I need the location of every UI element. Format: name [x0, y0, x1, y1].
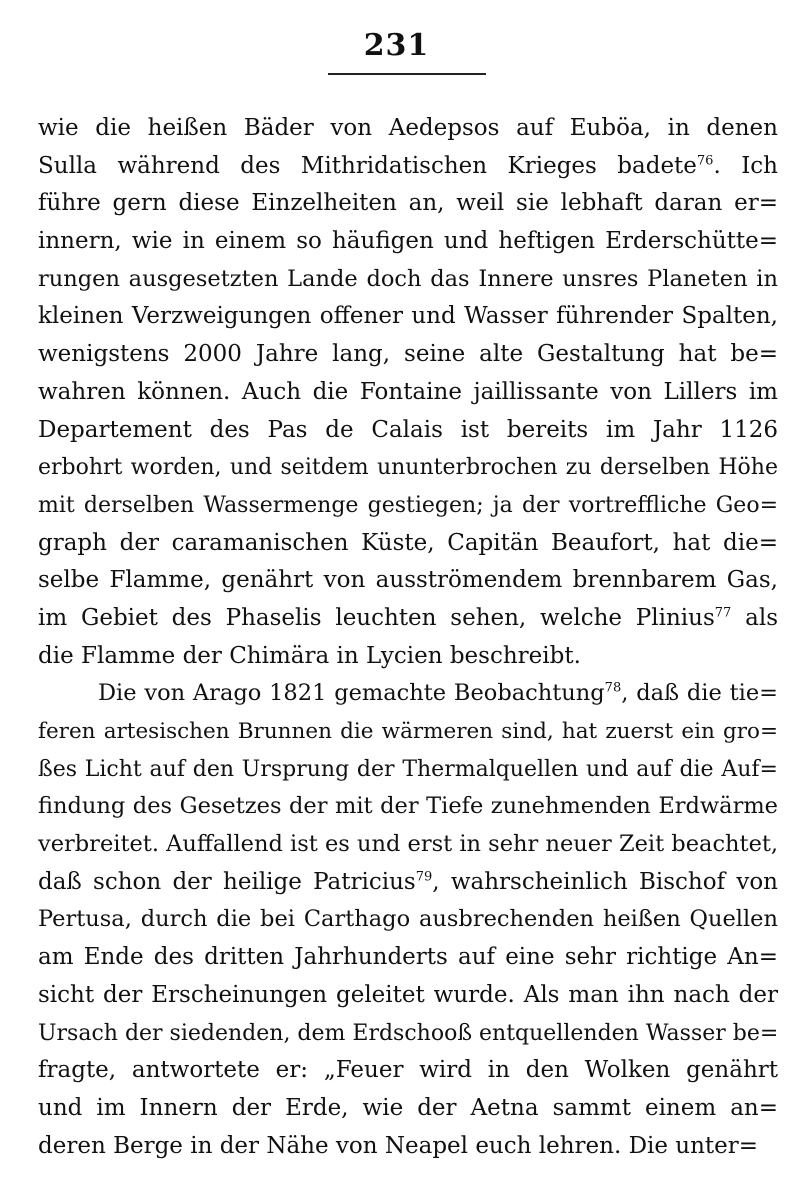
line-text: fragte, antwortete er: „Feuer wird in den Wolken genährt [38, 1057, 778, 1084]
line-text: verbreitet. Auffallend ist es und erst in sehr neuer Zeit beachtet, [38, 831, 778, 858]
text-line [38, 600, 778, 638]
text-line [38, 261, 778, 299]
line-text: graph der caramanischen Küste, Capitän Beaufort, hat die= [38, 529, 778, 556]
line-text: Sulla während des Mithridatischen Krieges badete [38, 152, 697, 179]
text-line [38, 298, 778, 336]
text-line [38, 185, 778, 223]
line-text: wenigstens 2000 Jahre lang, seine alte Gestaltung hat be= [38, 341, 778, 368]
line-text: findung des Gesetzes der mit der Tiefe zunehmenden Erdwärme [38, 793, 778, 820]
line-text: wie die heißen Bäder von Aedepsos auf Euböa, in denen [38, 115, 778, 141]
line-text: Departement des Pas de Calais ist bereits im Jahr 1126 [38, 416, 778, 443]
body-text [38, 110, 778, 1165]
text-line [38, 110, 778, 148]
line-text: die Flamme der Chimära in Lycien beschreibt. [38, 642, 581, 669]
text-line [38, 449, 778, 487]
footnote-marker: 77 [714, 605, 732, 621]
text-line [38, 713, 778, 751]
line-text: wahren können. Auch die Fontaine jaillissante von Lillers im [38, 378, 778, 405]
text-line [38, 675, 778, 713]
line-text: feren artesischen Brunnen die wärmeren sind, hat zuerst ein gro= [38, 719, 778, 744]
text-line [38, 977, 778, 1015]
text-line [38, 412, 778, 450]
paragraph [38, 675, 778, 1165]
text-line [38, 1015, 778, 1053]
line-text: rungen ausgesetzten Lande doch das Innere unsres Planeten in [38, 265, 778, 292]
text-line [38, 487, 778, 525]
header-rule [328, 73, 486, 75]
text-line [38, 223, 778, 261]
line-text: selbe Flamme, genährt von ausströmendem brennbarem Gas, [38, 567, 778, 594]
text-line [38, 562, 778, 600]
line-text-continued: , daß die tie= [621, 680, 778, 707]
footnote-marker: 79 [415, 869, 433, 885]
line-text: Pertusa, durch die bei Carthago ausbrechenden heißen Quellen [38, 906, 778, 933]
text-line [38, 1052, 778, 1090]
text-line [38, 864, 778, 902]
text-line [38, 901, 778, 939]
line-text: kleinen Verzweigungen offener und Wasser führender Spalten, [38, 303, 778, 330]
text-line [38, 788, 778, 826]
text-line [38, 751, 778, 789]
line-text: innern, wie in einem so häufigen und heftigen Erderschütte= [38, 228, 778, 255]
text-line [38, 525, 778, 563]
line-text-continued: als [731, 604, 778, 631]
text-line [38, 638, 778, 676]
line-text: sicht der Erscheinungen geleitet wurde. Als man ihn nach der [38, 981, 778, 1008]
line-text: Die von Arago 1821 gemachte Beobachtung [98, 680, 605, 707]
line-text: daß schon der heilige Patricius [38, 868, 416, 895]
page-number: 231 [363, 28, 430, 63]
line-text: ßes Licht auf den Ursprung der Thermalquellen und auf die Auf= [38, 756, 778, 782]
paragraph [38, 110, 778, 675]
line-text: deren Berge in der Nähe von Neapel euch lehren. Die unter= [38, 1132, 759, 1159]
text-line [38, 826, 778, 864]
line-text: am Ende des dritten Jahrhunderts auf eine sehr richtige An= [38, 944, 778, 971]
text-line [38, 336, 778, 374]
line-text: mit derselben Wassermenge gestiegen; ja der vortreffliche Geo= [38, 492, 778, 518]
line-text: führe gern diese Einzelheiten an, weil sie lebhaft daran er= [38, 190, 778, 217]
footnote-marker: 78 [604, 680, 622, 696]
line-text-continued: . Ich [713, 152, 778, 179]
text-line [38, 939, 778, 977]
text-line [38, 148, 778, 186]
line-text: erbohrt worden, und seitdem ununterbrochen zu derselben Höhe [38, 455, 778, 481]
footnote-marker: 76 [696, 153, 714, 169]
text-line [38, 1090, 778, 1128]
line-text: und im Innern der Erde, wie der Aetna sammt einem an= [38, 1094, 778, 1121]
line-text: im Gebiet des Phaselis leuchten sehen, welche Plinius [38, 604, 715, 631]
line-text-continued: , wahrscheinlich Bischof von [432, 868, 778, 895]
text-line [38, 1128, 778, 1166]
text-line [38, 374, 778, 412]
line-text: Ursach der siedenden, dem Erdschooß entquellenden Wasser be= [38, 1020, 778, 1046]
